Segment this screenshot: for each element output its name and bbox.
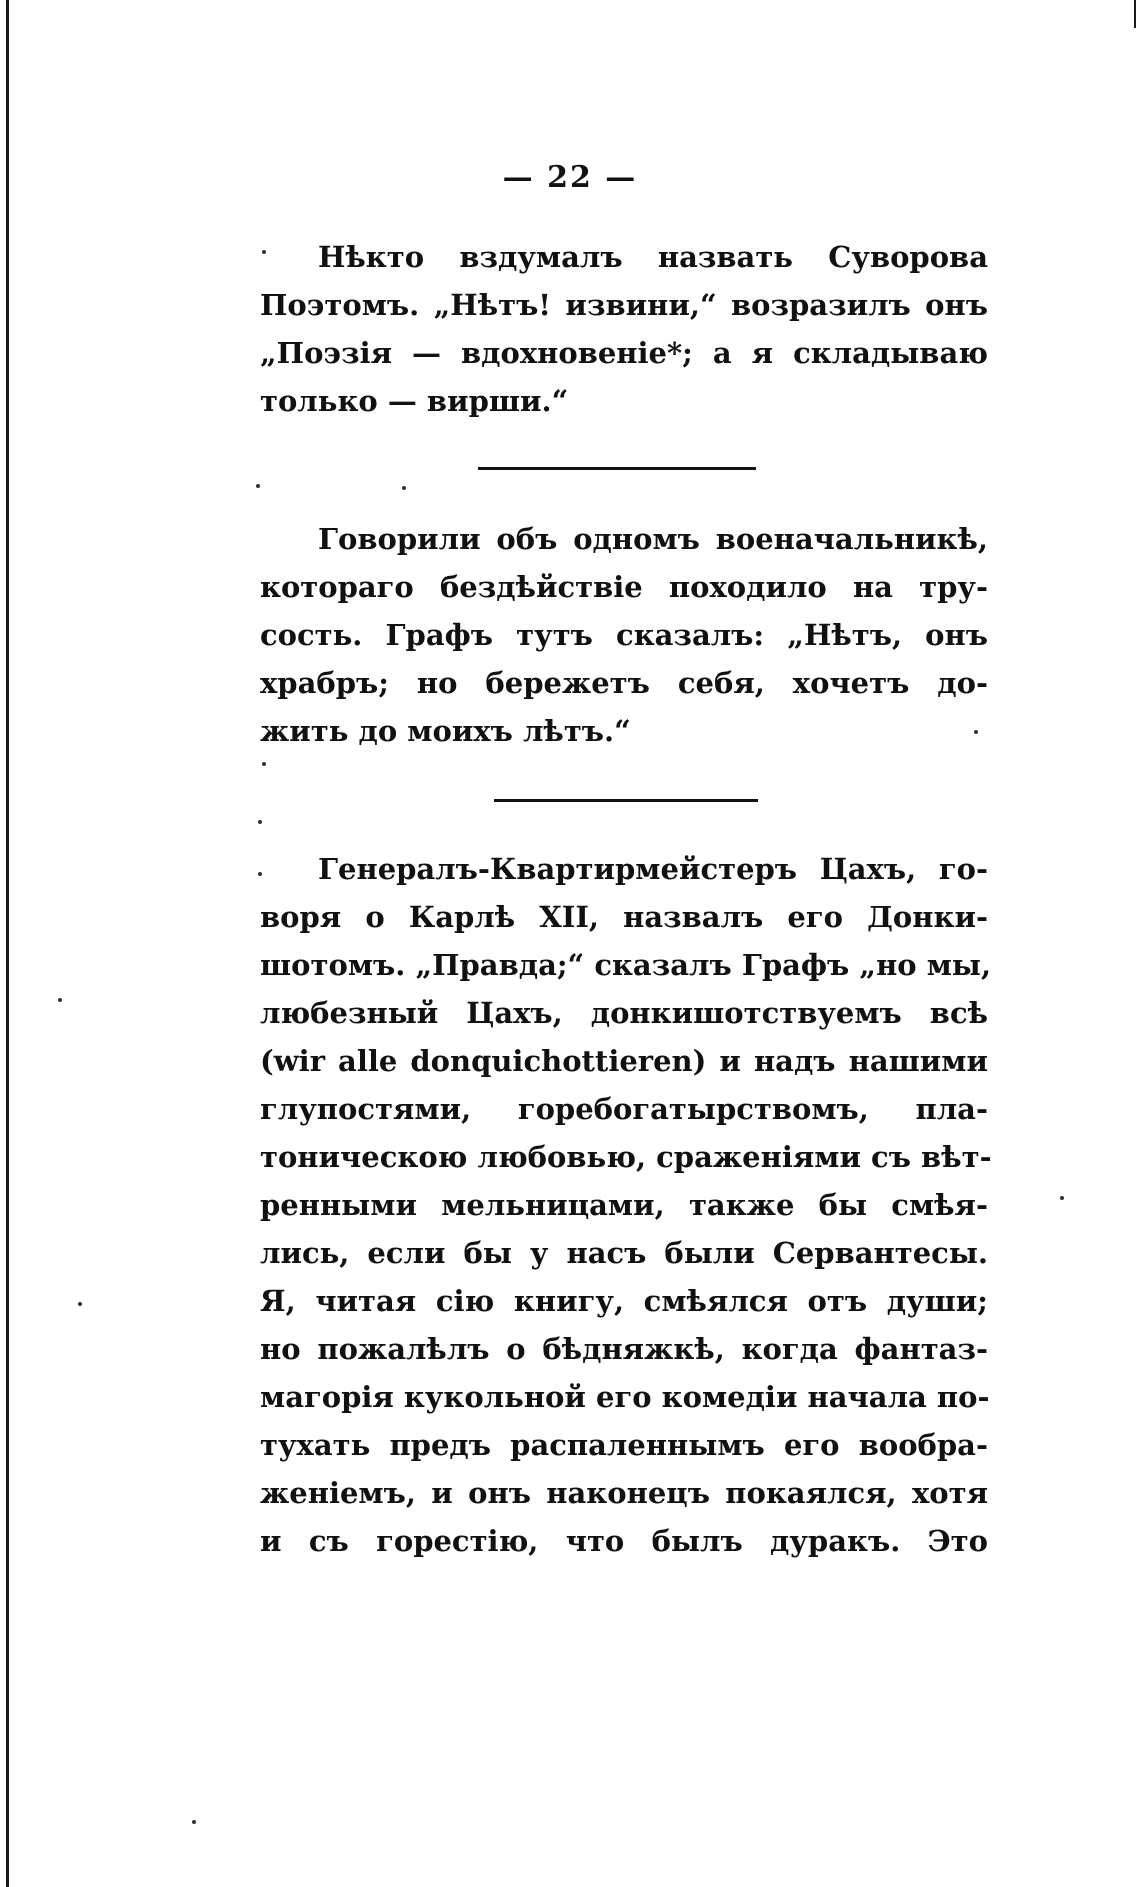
text-line: магорія кукольной его комедіи начала по- [260,1380,990,1414]
section-divider [478,467,756,470]
scan-speck [262,250,266,254]
scan-speck [1060,1196,1064,1200]
scan-speck [256,484,260,488]
text-line: котораго бездѣйствіе походило на тру- [260,570,988,604]
text-line: любезный Цахъ, донкишотствуемъ всѣ [260,996,988,1030]
text-line: Поэтомъ. „Нѣтъ! извини,“ возразилъ онъ [260,288,988,322]
text-line: воря о Карлѣ XII, назвалъ его Донки- [260,900,988,934]
text-line: Генералъ-Квартирмейстеръ Цахъ, го- [318,852,988,886]
paragraph-3 [260,845,992,1565]
text-line: „Поэзія — вдохновеніе*; а я складываю [260,336,988,370]
scan-speck [402,486,406,490]
scan-speck [58,998,62,1002]
text-line: лись, если бы у насъ были Сервантесы. [260,1236,988,1270]
page-left-edge [6,0,9,1887]
text-line: сость. Графъ тутъ сказалъ: „Нѣтъ, онъ [260,618,988,652]
text-line: шотомъ. „Правда;“ сказалъ Графъ „но мы, [260,948,992,982]
text-line: тоническою любовью, сраженіями съ вѣт- [260,1140,992,1174]
text-line: жить до моихъ лѣтъ.“ [260,714,631,748]
text-line: Нѣкто вздумалъ назвать Суворова [318,240,988,274]
scan-speck [262,762,266,766]
text-line: женіемъ, и онъ наконецъ покаялся, хотя [260,1476,988,1510]
text-line: Говорили объ одномъ военачальникѣ, [318,522,988,556]
scan-speck [192,1820,196,1824]
text-line: глупостями, горебогатырствомъ, пла- [260,1092,988,1126]
scan-speck [78,1302,82,1306]
paragraph-1 [260,233,988,425]
page-right-edge [1134,0,1136,28]
section-divider [494,799,758,802]
text-line: ренными мельницами, также бы смѣя- [260,1188,988,1222]
paragraph-2 [260,515,988,755]
text-line: тухать предъ распаленнымъ его вообра- [260,1428,988,1462]
text-line: храбръ; но бережетъ себя, хочетъ до- [260,666,988,700]
text-line: но пожалѣлъ о бѣдняжкѣ, когда фантаз- [260,1332,988,1366]
scan-speck [258,820,262,824]
text-line: (wir alle donquichottieren) и надъ нашими [260,1044,988,1078]
text-line: и съ горестію, что былъ дуракъ. Это [260,1524,988,1558]
scan-speck [258,872,262,876]
page-number: — 22 — [502,160,638,195]
scan-speck [974,730,978,734]
text-line: Я, читая сію книгу, смѣялся отъ души; [260,1284,988,1318]
text-line: только — вирши.“ [260,384,569,418]
